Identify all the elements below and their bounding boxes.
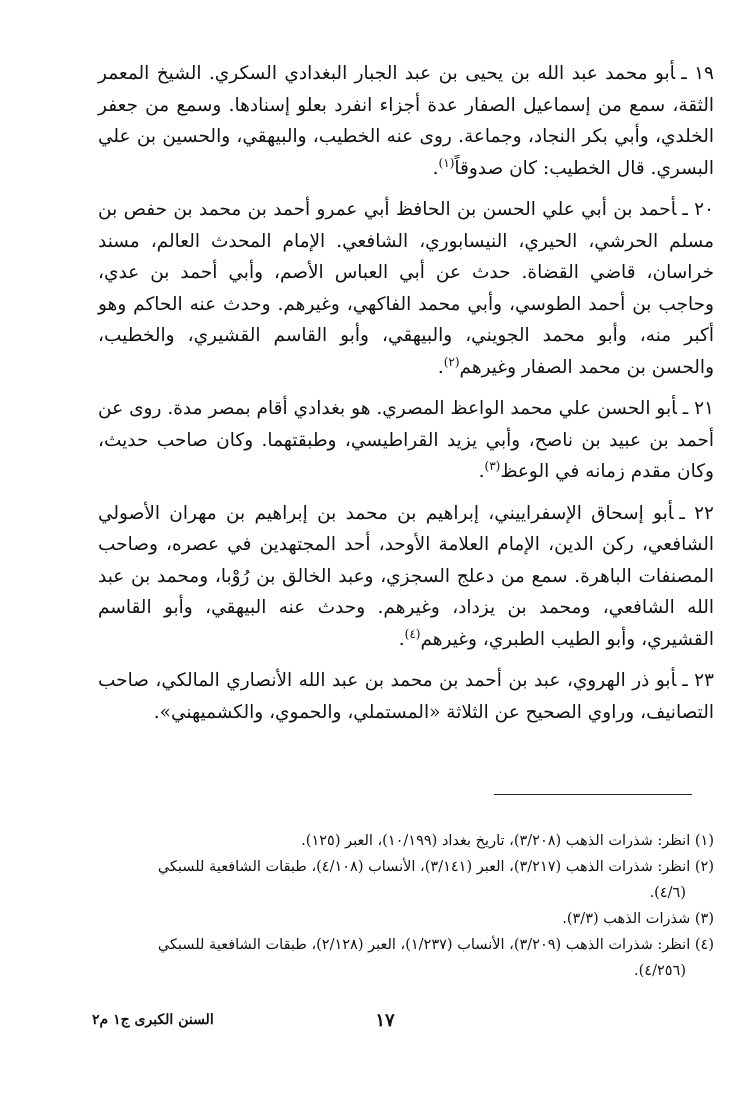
footnote-reference[interactable]: (٤)	[404, 626, 421, 641]
biography-entry-20	[98, 194, 714, 383]
entry-tail: .	[432, 157, 439, 179]
running-title: السنن الكبرى ج١ م٢	[92, 1012, 214, 1028]
footnote-reference[interactable]: (٢)	[443, 354, 460, 369]
footnote-3	[98, 906, 714, 932]
biography-entry-21	[98, 393, 714, 488]
entry-number: ٢٣ ـ	[682, 670, 714, 691]
footnote-text: انظر: شذرات الذهب (٣/٢٠٨)، تاريخ بغداد (١٠/١٩٩)، العبر (١٢٥).	[301, 833, 691, 849]
entry-tail: .	[398, 628, 405, 650]
entry-number: ١٩ ـ	[681, 63, 714, 84]
footnote-4	[98, 932, 714, 958]
biography-entry-22	[98, 498, 714, 656]
footnote-reference[interactable]: (١)	[438, 155, 455, 170]
entry-text: أبو ذر الهروي، عبد بن أحمد بن محمد بن عبد الله الأنصاري المالكي، صاحب التصانيف، وراوي الصحيح عن الثلاثة «المستملي، والحموي، والكشميهني».	[98, 670, 714, 723]
entry-text: أبو الحسن علي محمد الواعظ المصري. هو بغدادي أقام بمصر مدة. روى عن أحمد بن عبيد بن ناصح، وأبي يزيد القراطيسي، وطبقتهما. وكان صاحب حديث، وكان مقدم زمانه في الوعظ	[98, 398, 714, 482]
footnote-divider	[494, 794, 692, 795]
footnote-number: (٣)	[694, 911, 714, 927]
footnote-number: (١)	[694, 833, 714, 849]
footnotes	[98, 828, 714, 984]
entry-tail: .	[437, 356, 444, 378]
entry-number: ٢٠ ـ	[682, 199, 714, 220]
footnote-number: (٤)	[694, 937, 714, 953]
footnote-4-continuation	[98, 958, 714, 984]
footnote-number: (٢)	[694, 859, 714, 875]
biography-entry-19	[98, 58, 714, 184]
page-number: ١٧	[375, 1010, 395, 1031]
entry-tail: .	[478, 461, 485, 482]
footnote-2-continuation	[98, 880, 714, 906]
footnote-text: (٤/٢٥٦).	[634, 963, 686, 979]
entry-text: أبو إسحاق الإسفراييني، إبراهيم بن محمد بن إبراهيم بن مهران الأصولي الشافعي، ركن الدين، الإمام العلامة الأوحد، أحد المجتهدين في عصره، وصاحب المصنفات الباهرة. سمع من دعلج السجزي، وعبد الخالق بن رُوْبا، ومحمد بن عبد الله الشافعي، ومحمد بن يزداد، وغيرهم. وحدث عنه البيهقي، وأبو القاسم القشيري، وأبو الطيب الطبري، وغيرهم	[98, 502, 714, 650]
footnote-2	[98, 854, 714, 880]
entry-text: أحمد بن أبي علي الحسن بن الحافظ أبي عمرو أحمد بن محمد بن حفص بن مسلم الحرشي، الحيري، النيسابوري، الشافعي. الإمام المحدث العالم، مسند خراسان، قاضي القضاة. حدث عن أبي العباس الأصم، وأبي أحمد بن عدي، وحاجب بن أحمد الطوسي، وأبي محمد الفاكهي، وغيرهم. وحدث عنه الحاكم وهو أكبر منه، وأبو محمد الجويني، والبيهقي، وأبو القاسم القشيري، والخطيب، والحسن بن محمد الصفار وغيرهم	[98, 199, 714, 378]
footnote-text: انظر: شذرات الذهب (٣/٢١٧)، العبر (٣/١٤١)، الأنساب (٤/١٠٨)، طبقات الشافعية للسبكي	[157, 859, 691, 875]
footnote-reference[interactable]: (٣)	[484, 458, 501, 473]
main-text	[98, 58, 714, 738]
footnote-text: (٤/٦).	[649, 885, 686, 901]
entry-number: ٢١ ـ	[682, 398, 714, 419]
footnote-text: شذرات الذهب (٣/٣).	[562, 911, 691, 927]
footnote-1	[98, 828, 714, 854]
footnote-text: انظر: شذرات الذهب (٣/٢٠٩)، الأنساب (١/٢٣٧)، العبر (٢/١٢٨)، طبقات الشافعية للسبكي	[157, 937, 691, 953]
entry-text: أبو محمد عبد الله بن يحيى بن عبد الجبار البغدادي السكري. الشيخ المعمر الثقة، سمع من إسماعيل الصفار عدة أجزاء انفرد بعلو إسنادها. وسمع من جعفر الخلدي، وأبي بكر النجاد، وجماعة. روى عنه الخطيب، والبيهقي، والحسين بن علي البسري. قال الخطيب: كان صدوقاً	[98, 63, 714, 179]
biography-entry-23	[98, 665, 714, 728]
entry-number: ٢٢ ـ	[679, 502, 714, 524]
